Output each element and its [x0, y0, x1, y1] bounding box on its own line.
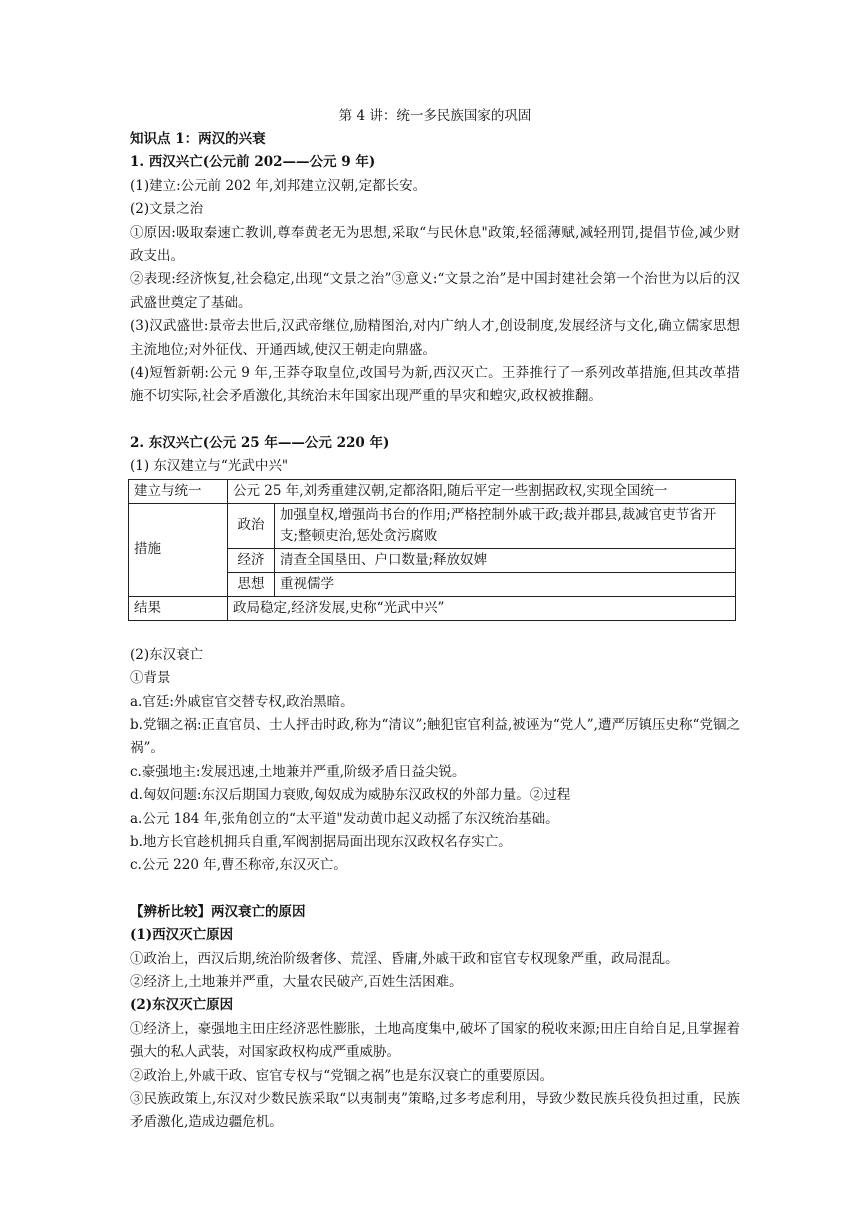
paragraph: d.匈奴问题:东汉后期国力衰败,匈奴成为威胁东汉政权的外部力量。②过程 — [130, 787, 571, 804]
paragraph: (2)文景之治 — [130, 201, 204, 218]
paragraph: ③民族政策上,东汉对少数民族采取“以夷制夷”策略,过多考虑利用，导致少数民族兵役负担过重，民族矛盾激化,造成边疆危机。 — [130, 1091, 740, 1131]
page-title: 第 4 讲：统一多民族国家的巩固 — [338, 108, 532, 124]
table-cell-value: 政局稳定,经济发展,史称“光武中兴” — [228, 596, 736, 620]
table-row — [129, 503, 736, 548]
paragraph: ②经济上,土地兼并严重，大量农民破产,百姓生活困难。 — [130, 973, 463, 990]
table-cell-value: 清查全国垦田、户口数量;释放奴婢 — [275, 548, 736, 572]
paragraph: a.公元 184 年,张角创立的“太平道"发动黄巾起义动摇了东汉统治基础。 — [130, 810, 559, 827]
section-heading: 知识点 1：两汉的兴衰 — [130, 131, 266, 147]
table-cell-sublabel: 政治 — [228, 503, 275, 548]
paragraph: (3)汉武盛世:景帝去世后,汉武帝继位,励精图治,对内广纳人才,创设制度,发展经济与文化,确立儒家思想主流地位;对外征伐、开通西域,使汉王朝走向鼎盛。 — [130, 318, 740, 358]
paragraph: (2)东汉衰亡 — [130, 646, 204, 663]
paragraph: (4)短暂新朝:公元 9 年,王莽夺取皇位,改国号为新,西汉灭亡。王莽推行了一系列改革措施,但其改革措施不切实际,社会矛盾激化,其统治末年国家出现严重的旱灾和蝗灾,政权被推翻。 — [130, 365, 740, 405]
table-cell-value: 加强皇权,增强尚书台的作用;严格控制外戚干政;裁并郡县,裁减官吏节省开支;整顿吏治,惩处贪污腐败 — [275, 503, 736, 548]
subsection-heading: 1. 西汉兴亡(公元前 202——公元 9 年) — [130, 154, 376, 171]
paragraph: ①背景 — [130, 670, 171, 687]
paragraph: a.官廷:外戚宦官交替专权,政治黑暗。 — [130, 693, 354, 710]
subsection-heading: (1)西汉灭亡原因 — [130, 927, 234, 944]
subsection-heading: 2. 东汉兴亡(公元 25 年——公元 220 年) — [130, 434, 390, 451]
document-page — [130, 104, 740, 1135]
table-cell-sublabel: 思想 — [228, 572, 275, 596]
subsection-heading: (2)东汉灭亡原因 — [130, 997, 234, 1014]
table-row — [129, 596, 736, 620]
guangwu-table — [128, 479, 736, 621]
paragraph: b.党锢之祸:正直官员、士人抨击时政,称为“清议”;触犯宦官利益,被诬为“党人”,遭严厉镇压史称“党锢之祸”。 — [130, 716, 740, 757]
paragraph: (1)建立:公元前 202 年,刘邦建立汉朝,定都长安。 — [130, 177, 427, 194]
paragraph: ①经济上，豪强地主田庄经济恶性膨胀，土地高度集中,破坏了国家的税收来源;田庄自给自足,且掌握着强大的私人武装，对国家政权构成严重威胁。 — [130, 1020, 740, 1061]
paragraph: ②政治上,外戚干政、宦官专权与“党锢之祸”也是东汉衰亡的重要原因。 — [130, 1067, 554, 1084]
paragraph: ①政治上，西汉后期,统治阶级奢侈、荒淫、昏庸,外戚干政和宦官专权现象严重，政局混乱。 — [130, 950, 679, 967]
paragraph: c.公元 220 年,曹丕称帝,东汉灭亡。 — [130, 857, 347, 874]
table-cell-label: 措施 — [129, 503, 228, 596]
table-cell-label: 结果 — [129, 596, 228, 620]
section-heading: 【辨析比较】两汉衰亡的原因 — [130, 903, 306, 920]
table-cell-sublabel: 经济 — [228, 548, 275, 572]
table-cell-value: 公元 25 年,刘秀重建汉朝,定都洛阳,随后平定一些割据政权,实现全国统一 — [228, 479, 736, 503]
table-cell-value: 重视儒学 — [275, 572, 736, 596]
paragraph: c.豪强地主:发展迅速,土地兼并严重,阶级矛盾日益尖锐。 — [130, 763, 466, 780]
paragraph: ②表现:经济恢复,社会稳定,出现“文景之治”③意义:“文景之治”是中国封建社会第一个治世为以后的汉武盛世奠定了基础。 — [130, 271, 740, 311]
table-cell-label: 建立与统一 — [129, 479, 228, 503]
paragraph: (1) 东汉建立与“光武中兴" — [130, 458, 289, 475]
paragraph: ①原因:吸取秦速亡教训,尊奉黄老无为思想,采取“与民休息"政策,轻徭薄赋,减轻刑罚,提倡节俭,减少财政支出。 — [130, 224, 740, 265]
table-row — [129, 479, 736, 503]
paragraph: b.地方长官趁机拥兵自重,军阀割据局面出现东汉政权名存实亡。 — [130, 833, 512, 850]
